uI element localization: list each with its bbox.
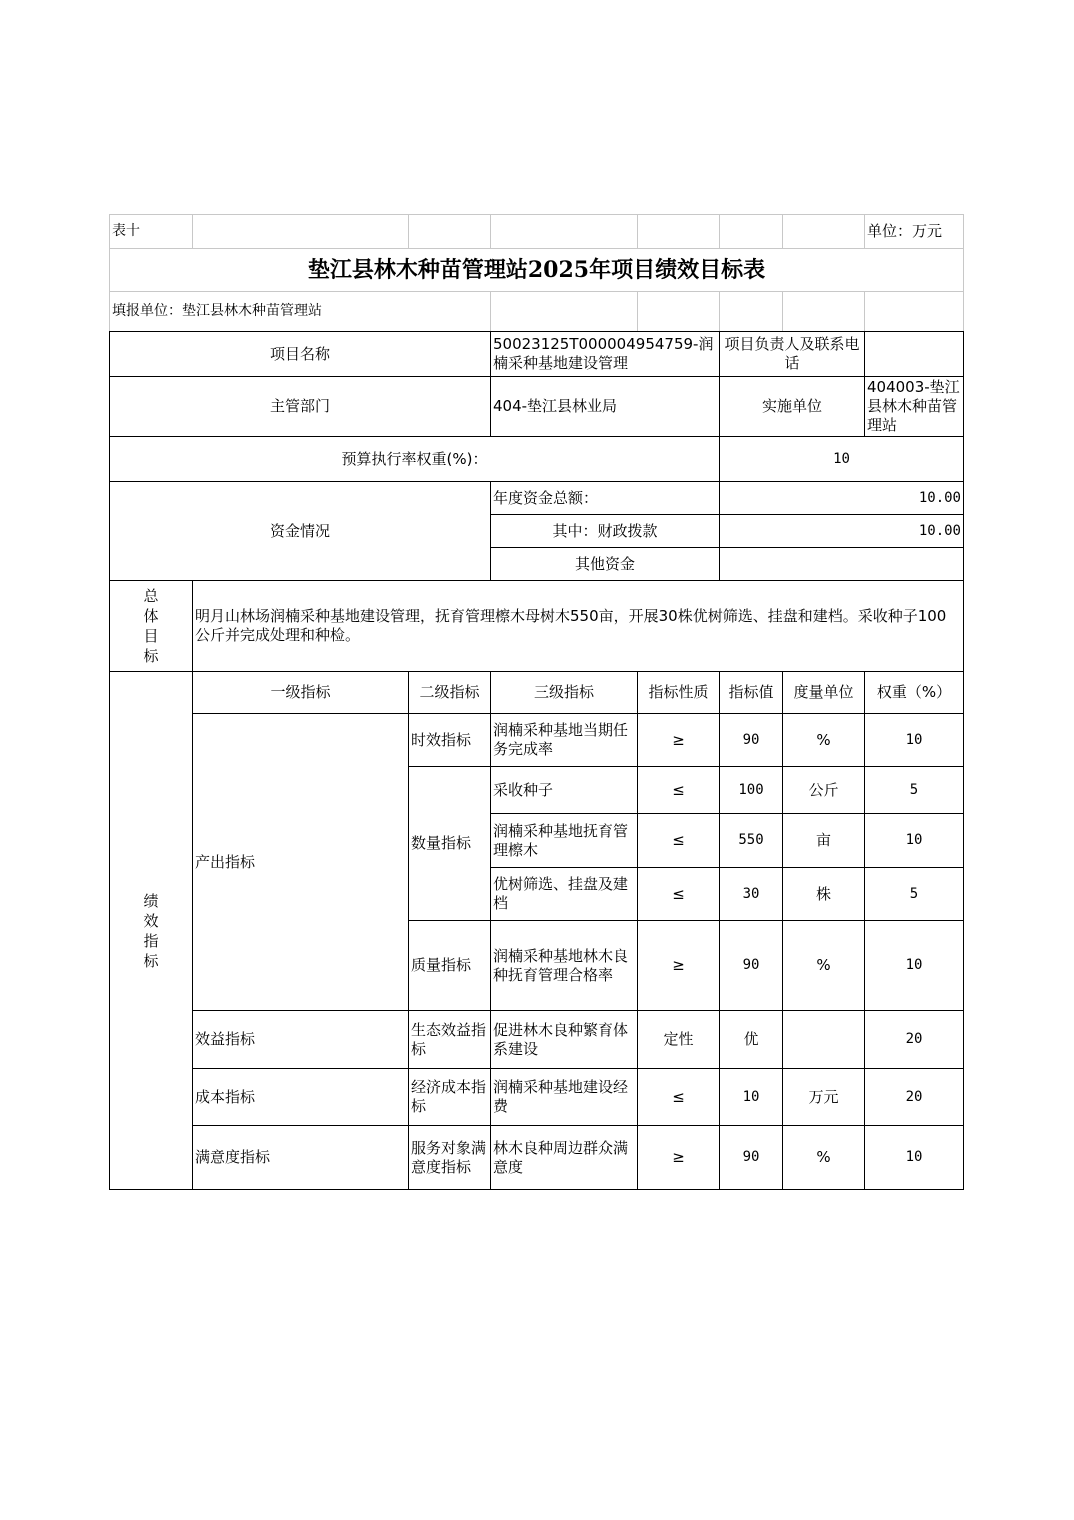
indicator-value: 优	[720, 1011, 783, 1069]
indicator-weight: 20	[865, 1011, 964, 1069]
indicator-value: 100	[720, 767, 783, 814]
level2-quantity: 数量指标	[409, 767, 491, 921]
funds-annual-row	[110, 482, 964, 515]
level1-cost: 成本指标	[193, 1069, 409, 1126]
performance-target-table	[109, 214, 964, 1190]
indicator-nature: ≥	[638, 714, 720, 767]
indicator-nature: ≤	[638, 868, 720, 921]
indicator-unit: 亩	[783, 814, 865, 868]
level2-ecology: 生态效益指标	[409, 1011, 491, 1069]
implementing-unit-label: 实施单位	[720, 377, 865, 437]
table-row	[110, 1011, 964, 1069]
header-nature: 指标性质	[638, 672, 720, 714]
funds-annual-label: 年度资金总额：	[491, 482, 720, 515]
indicator-value: 10	[720, 1069, 783, 1126]
header-level1: 一级指标	[193, 672, 409, 714]
indicator-nature: ≤	[638, 1069, 720, 1126]
indicator-header-row	[110, 672, 964, 714]
indicator-nature: ≥	[638, 921, 720, 1011]
indicator-name: 润楠采种基地建设经费	[491, 1069, 638, 1126]
indicator-weight: 5	[865, 767, 964, 814]
contact-value	[865, 332, 964, 377]
indicator-weight: 20	[865, 1069, 964, 1126]
level1-output: 产出指标	[193, 714, 409, 1011]
performance-target-sheet	[109, 214, 963, 1190]
overall-goal-label: 总 体 目 标	[110, 581, 193, 672]
overall-goal-row	[110, 581, 964, 672]
indicator-weight: 10	[865, 1126, 964, 1190]
fill-unit-row	[110, 292, 964, 332]
overall-goal-text: 明月山林场润楠采种基地建设管理，抚育管理檫木母树木550亩，开展30株优树筛选、挂盘和建档。采收种子100公斤并完成处理和种检。	[193, 581, 964, 672]
header-unit: 度量单位	[783, 672, 865, 714]
indicator-weight: 5	[865, 868, 964, 921]
contact-label: 项目负责人及联系电话	[720, 332, 865, 377]
indicator-unit: 万元	[783, 1069, 865, 1126]
indicator-unit	[783, 1011, 865, 1069]
indicator-name: 促进林木良种繁育体系建设	[491, 1011, 638, 1069]
funds-fiscal-label: 其中：财政拨款	[491, 515, 720, 548]
funds-fiscal-value: 10.00	[720, 515, 964, 548]
title-row	[110, 249, 964, 292]
indicator-name: 润楠采种基地抚育管理檫木	[491, 814, 638, 868]
budget-rate-value: 10	[720, 437, 964, 482]
sheet-header-row	[110, 215, 964, 249]
table-row	[110, 1069, 964, 1126]
funds-annual-value: 10.00	[720, 482, 964, 515]
funds-label: 资金情况	[110, 482, 491, 581]
indicator-unit: %	[783, 714, 865, 767]
fill-unit-label: 填报单位：垫江县林木种苗管理站	[110, 292, 491, 332]
indicator-value: 90	[720, 714, 783, 767]
indicator-value: 90	[720, 1126, 783, 1190]
table-number-label: 表十	[110, 215, 193, 249]
header-level2: 二级指标	[409, 672, 491, 714]
indicator-value: 30	[720, 868, 783, 921]
budget-rate-row	[110, 437, 964, 482]
project-name-value: 50023125T000004954759-润楠采种基地建设管理	[491, 332, 720, 377]
indicator-value: 90	[720, 921, 783, 1011]
indicator-nature: ≥	[638, 1126, 720, 1190]
header-level3: 三级指标	[491, 672, 638, 714]
indicator-nature: ≤	[638, 814, 720, 868]
level2-quality: 质量指标	[409, 921, 491, 1011]
table-row	[110, 714, 964, 767]
unit-label: 单位：万元	[865, 215, 964, 249]
indicators-label: 绩 效 指 标	[110, 672, 193, 1190]
table-row	[110, 1126, 964, 1190]
indicator-name: 林木良种周边群众满意度	[491, 1126, 638, 1190]
header-value: 指标值	[720, 672, 783, 714]
department-value: 404-垫江县林业局	[491, 377, 720, 437]
funds-other-value	[720, 548, 964, 581]
indicator-name: 润楠采种基地当期任务完成率	[491, 714, 638, 767]
indicator-nature: 定性	[638, 1011, 720, 1069]
project-name-label: 项目名称	[110, 332, 491, 377]
indicator-value: 550	[720, 814, 783, 868]
level1-benefit: 效益指标	[193, 1011, 409, 1069]
level1-satisfaction: 满意度指标	[193, 1126, 409, 1190]
budget-rate-label: 预算执行率权重(%)：	[110, 437, 720, 482]
page-title: 垫江县林木种苗管理站2025年项目绩效目标表	[110, 249, 964, 292]
funds-other-label: 其他资金	[491, 548, 720, 581]
indicator-name: 采收种子	[491, 767, 638, 814]
indicator-weight: 10	[865, 714, 964, 767]
indicator-unit: 株	[783, 868, 865, 921]
level2-timeliness: 时效指标	[409, 714, 491, 767]
indicator-unit: %	[783, 1126, 865, 1190]
indicator-name: 优树筛选、挂盘及建档	[491, 868, 638, 921]
level2-economic: 经济成本指标	[409, 1069, 491, 1126]
indicator-weight: 10	[865, 921, 964, 1011]
header-weight: 权重（%）	[865, 672, 964, 714]
indicator-name: 润楠采种基地林木良种抚育管理合格率	[491, 921, 638, 1011]
implementing-unit-value: 404003-垫江县林木种苗管理站	[865, 377, 964, 437]
indicator-weight: 10	[865, 814, 964, 868]
indicator-unit: %	[783, 921, 865, 1011]
department-label: 主管部门	[110, 377, 491, 437]
level2-service: 服务对象满意度指标	[409, 1126, 491, 1190]
department-row	[110, 377, 964, 437]
indicator-nature: ≤	[638, 767, 720, 814]
project-name-row	[110, 332, 964, 377]
indicator-unit: 公斤	[783, 767, 865, 814]
